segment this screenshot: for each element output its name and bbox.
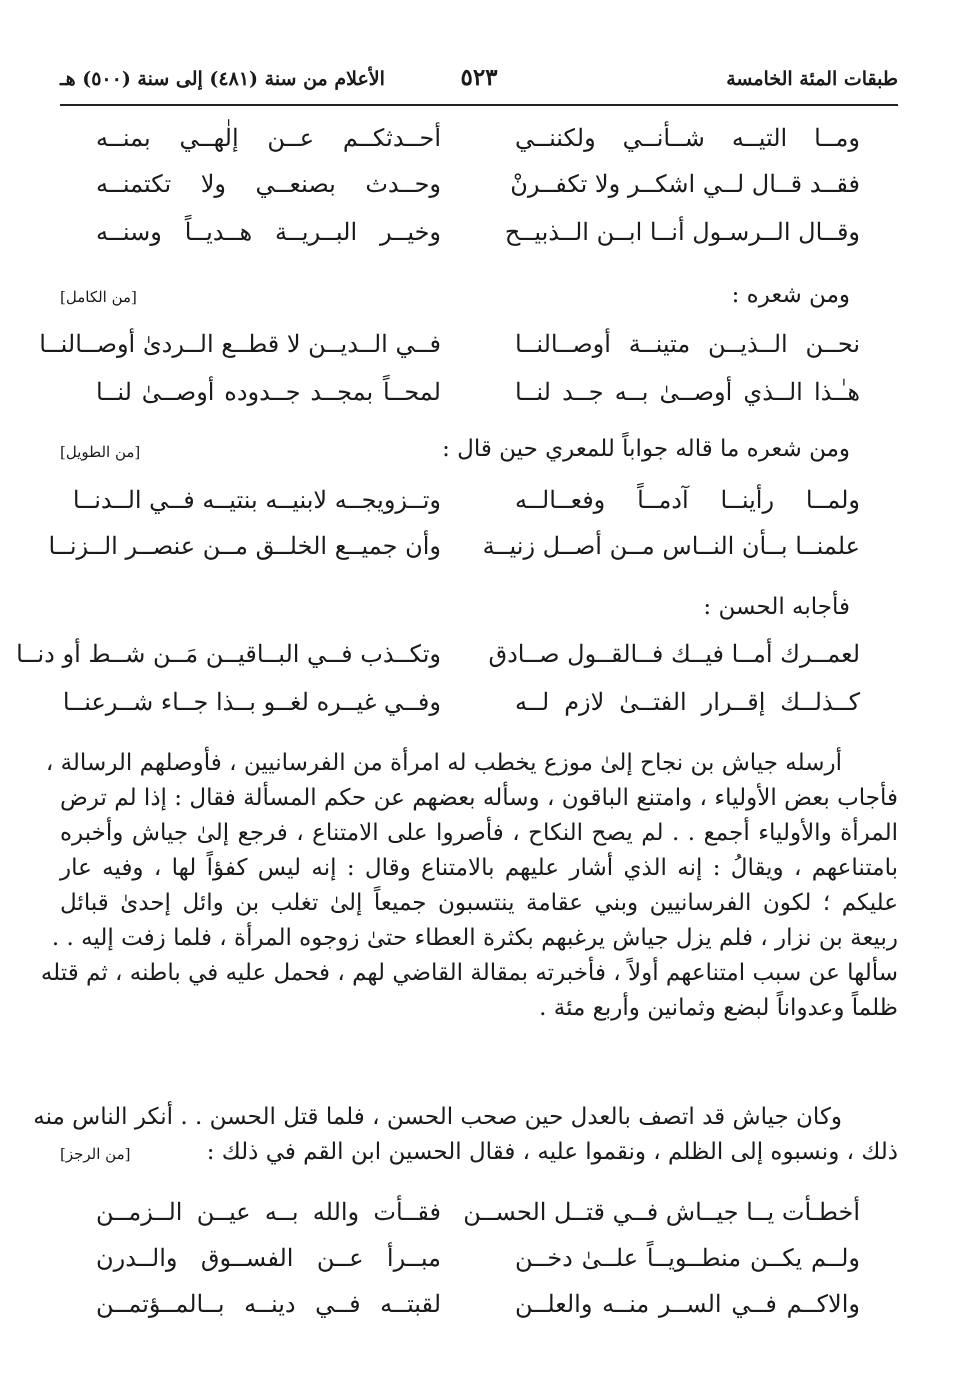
first-hemistich: ولــم يكــن منطــويــاً علــىٰ دخــن: [515, 1244, 860, 1272]
second-hemistich: وأن جميــع الخلــق مــن عنصــر الــزنــا: [48, 532, 441, 560]
second-hemistich: وخيــر البــريــة هــديــاً وسنــه: [96, 218, 441, 246]
first-hemistich: لعمــرك أمــا فيــك فــالقــول صــادق: [488, 640, 860, 668]
paragraph-line: أرسله جياش بن نجاح إلىٰ موزع يخطب له امرأة من الفرسانيين ، فأوصلهم الرسالة ،: [45, 750, 842, 776]
second-hemistich: وتكــذب فــي البــاقيــن مَــن شــط أو دنــا: [16, 640, 441, 668]
first-hemistich: نحــن الــذيــن متينــة أوصــالنــا: [515, 330, 860, 358]
header-divider: [60, 104, 898, 106]
body-paragraph: [40, 746, 898, 1026]
first-hemistich: ولمــا رأينــا آدمــاً وفعــالــه: [515, 486, 860, 514]
verse-line: [60, 124, 898, 168]
paragraph-line: المرأة والأولياء أجمع . . لم يصح النكاح ، فأصروا على الامتناع ، فرجع إلىٰ جياش وأخبره: [60, 820, 898, 846]
second-hemistich: وتــزويجــه لابنيــه بنتيــه فــي الــدنــا: [72, 486, 441, 514]
first-hemistich: علمنــا بــأن النــاس مــن أصــل زنيــة: [482, 532, 860, 560]
body-paragraph: [33, 1100, 898, 1170]
meter-label: [من الطويل]: [60, 443, 141, 461]
first-hemistich: والاكــم فــي الســر منــه والعلــن: [515, 1290, 860, 1318]
second-hemistich: وفــي غيــره لغــو بــذا جــاء شــرعنــا: [62, 688, 441, 716]
page-number: ٥٢٣: [460, 64, 498, 91]
paragraph-line: ذلك ، ونسبوه إلى الظلم ، ونقموا عليه ، فقال الحسين ابن القم في ذلك :: [206, 1139, 898, 1165]
second-hemistich: لقبتــه فــي دينــه بــالمــؤتمــن: [96, 1290, 441, 1318]
second-hemistich: فــي الــديــن لا قطــع الــردىٰ أوصــالنــا: [39, 330, 441, 358]
verse-line: [16, 640, 898, 684]
poem-intro: فأجابه الحسن :: [703, 594, 850, 620]
verse-line: [60, 1290, 898, 1334]
paragraph-line: وكان جياش قد اتصف بالعدل حين صحب الحسن ، فلما قتل الحسن . . أنكر الناس منه: [33, 1104, 842, 1130]
paragraph-line: بامتناعهم ، ويقالُ : إنه الذي أشار عليهم بالامتناع وقال : إنه ليس كفؤاً لها ، وفيه عار: [60, 855, 898, 881]
paragraph-line: ظلماً وعدواناً لبضع وثمانين وأربع مئة .: [539, 995, 898, 1021]
paragraph-line: فأجاب بعض الأولياء ، وامتنع الباقون ، وسأله بعضهم عن حكم المسألة فقال : إذا لم ترض: [60, 785, 898, 811]
second-hemistich: وحــدث بصنعــي ولا تكتمنــه: [96, 170, 441, 198]
poem-intro: ومن شعره ما قاله جواباً للمعري حين قال :: [442, 436, 850, 462]
running-title-right: طبقات المئة الخامسة: [726, 68, 898, 90]
verse-line: [60, 170, 898, 214]
paragraph-line: سألها عن سبب امتناعهم أولاً ، فأخبرته بمقالة القاضي لهم ، فحمل عليه في باطنه ، ثم قتله: [40, 960, 898, 986]
first-hemistich: وقــال الــرسـول أنــا ابــن الــذبيــح: [504, 218, 860, 246]
verse-line: [60, 1198, 898, 1242]
verse-line: [60, 1244, 898, 1288]
poem-intro: ومن شعره :: [731, 282, 850, 308]
meter-label: [من الكامل]: [60, 288, 137, 306]
verse-line: [60, 688, 898, 732]
verse-line: [60, 378, 898, 422]
first-hemistich: هـٰـذا الــذي أوصــىٰ بــه جــد لنــا: [515, 378, 860, 406]
second-hemistich: مبــرأ عــن الفســوق والــدرن: [96, 1244, 441, 1272]
paragraph-line: عليكم ؛ لكون الفرسانيين وبني عقامة ينتسبون جميعاً إلىٰ تغلب بن وائل إحدىٰ قبائل: [60, 890, 898, 916]
second-hemistich: أحــدثكــم عــن إلٰهــي بمنــه: [96, 124, 441, 152]
meter-label: [من الرجز]: [60, 1145, 131, 1163]
first-hemistich: فقــد قــال لــي اشكــر ولا تكفــرنْ: [510, 170, 860, 198]
first-hemistich: كــذلــك إقــرار الفتــىٰ لازم لــه: [515, 688, 860, 716]
running-title-left: الأعلام من سنة (٤٨١) إلى سنة (٥٠٠) هـ: [60, 68, 385, 90]
verse-line: [60, 486, 898, 530]
page-header: [60, 62, 898, 102]
verse-line: [39, 330, 898, 374]
second-hemistich: فقــأت والله بــه عيــن الــزمــن: [96, 1198, 441, 1226]
paragraph-line: ربيعة بن نزار ، فلم يزل جياش يرغبهم بكثرة العطاء حتىٰ زوجوه المرأة ، فلما زفت إليه . .: [51, 925, 898, 951]
verse-line: [48, 532, 898, 576]
second-hemistich: لمحــاً بمجــد جــدوده أوصــىٰ لنــا: [96, 378, 441, 406]
first-hemistich: ومــا التيــه شــأنــي ولكننــي: [515, 124, 860, 152]
verse-line: [60, 218, 898, 262]
first-hemistich: أخطـأت يــا جيــاش فــي قتــل الحســن: [463, 1198, 860, 1226]
